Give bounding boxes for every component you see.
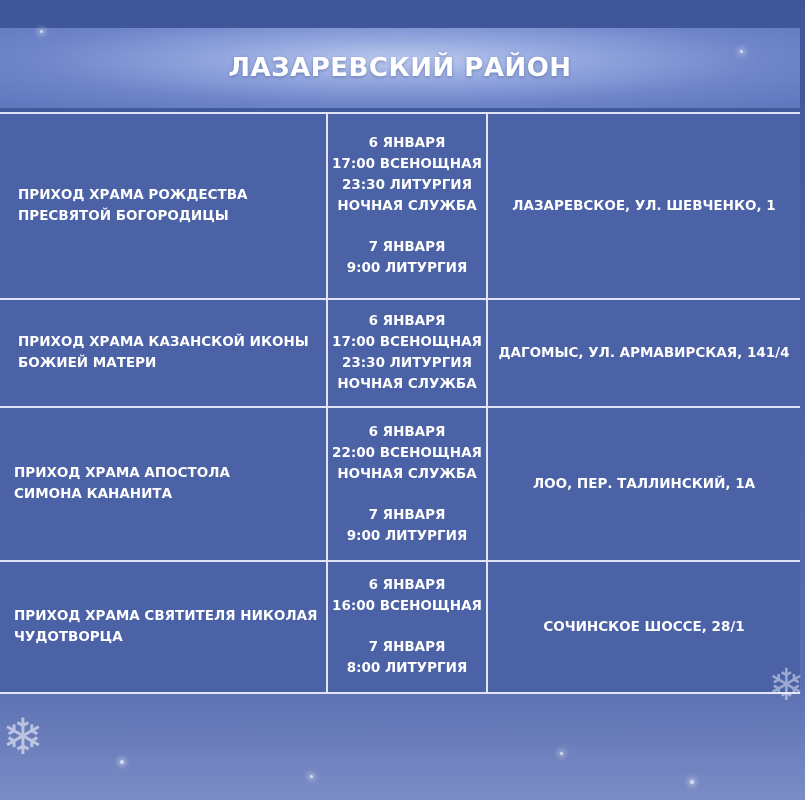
parish-name-line: ПРИХОД ХРАМА СВЯТИТЕЛЯ НИКОЛАЯ — [14, 608, 318, 624]
schedule-line: 6 ЯНВАРЯ — [368, 313, 446, 329]
parish-name-line: БОЖИЕЙ МАТЕРИ — [18, 355, 157, 371]
parish-name-line: ПРИХОД ХРАМА КАЗАНСКОЙ ИКОНЫ — [18, 334, 309, 350]
schedule-line: 16:00 ВСЕНОЩНАЯ — [332, 598, 482, 614]
parish-name-line: ПРИХОД ХРАМА РОЖДЕСТВА — [18, 187, 248, 203]
parish-name-cell — [0, 114, 328, 298]
table-row — [0, 562, 800, 694]
schedule-line: 7 ЯНВАРЯ — [368, 639, 446, 655]
sparkle-decor — [310, 775, 313, 778]
parish-name-cell — [0, 408, 328, 560]
schedule-line: 6 ЯНВАРЯ — [368, 423, 446, 440]
schedule-line: 22:00 ВСЕНОЩНАЯ — [332, 444, 482, 461]
schedule-line: 23:30 ЛИТУРГИЯ — [342, 355, 472, 371]
parish-name-cell — [0, 300, 328, 406]
address-text: ДАГОМЫС, УЛ. АРМАВИРСКАЯ, 141/4 — [498, 344, 790, 361]
schedule-line: 8:00 ЛИТУРГИЯ — [346, 660, 468, 676]
address-text: ЛАЗАРЕВСКОЕ, УЛ. ШЕВЧЕНКО, 1 — [512, 197, 776, 214]
schedule-line: 6 ЯНВАРЯ — [368, 135, 446, 151]
schedule-table — [0, 112, 800, 694]
schedule-line: НОЧНАЯ СЛУЖБА — [337, 376, 477, 392]
table-row — [0, 300, 800, 408]
parish-name-cell — [0, 562, 328, 692]
parish-name-line: ПРИХОД ХРАМА АПОСТОЛА — [14, 465, 230, 481]
address-cell — [488, 114, 800, 298]
sparkle-decor — [740, 50, 743, 53]
schedule-line: 9:00 ЛИТУРГИЯ — [346, 527, 468, 544]
schedule-line: 9:00 ЛИТУРГИЯ — [346, 260, 468, 276]
table-row — [0, 408, 800, 562]
snowflake-icon: ❄ — [2, 708, 44, 766]
table-row — [0, 114, 800, 300]
schedule-line: НОЧНАЯ СЛУЖБА — [337, 198, 477, 214]
schedule-cell — [328, 408, 488, 560]
page-title: ЛАЗАРЕВСКИЙ РАЙОН — [228, 53, 572, 83]
schedule-cell — [328, 562, 488, 692]
address-cell — [488, 408, 800, 560]
schedule-line: 23:30 ЛИТУРГИЯ — [342, 177, 472, 193]
sparkle-decor — [120, 760, 124, 764]
parish-name-line: ЧУДОТВОРЦА — [14, 629, 123, 645]
header-banner — [0, 28, 800, 108]
parish-name-line: СИМОНА КАНАНИТА — [14, 486, 173, 502]
sparkle-decor — [560, 752, 563, 755]
address-cell — [488, 562, 800, 692]
schedule-cell — [328, 300, 488, 406]
sparkle-decor — [690, 780, 694, 784]
address-cell — [488, 300, 800, 406]
address-text: ЛОО, ПЕР. ТАЛЛИНСКИЙ, 1А — [532, 475, 756, 492]
schedule-line: НОЧНАЯ СЛУЖБА — [337, 465, 477, 482]
schedule-cell — [328, 114, 488, 298]
schedule-line: 7 ЯНВАРЯ — [368, 239, 446, 255]
parish-name-line: ПРЕСВЯТОЙ БОГОРОДИЦЫ — [18, 208, 229, 224]
snowflake-icon: ❄ — [768, 660, 805, 711]
schedule-line: 7 ЯНВАРЯ — [368, 506, 446, 523]
schedule-line: 17:00 ВСЕНОЩНАЯ — [332, 334, 482, 350]
schedule-line: 17:00 ВСЕНОЩНАЯ — [332, 156, 482, 172]
sparkle-decor — [40, 30, 43, 33]
address-text: СОЧИНСКОЕ ШОССЕ, 28/1 — [543, 618, 745, 635]
schedule-line: 6 ЯНВАРЯ — [368, 577, 446, 593]
